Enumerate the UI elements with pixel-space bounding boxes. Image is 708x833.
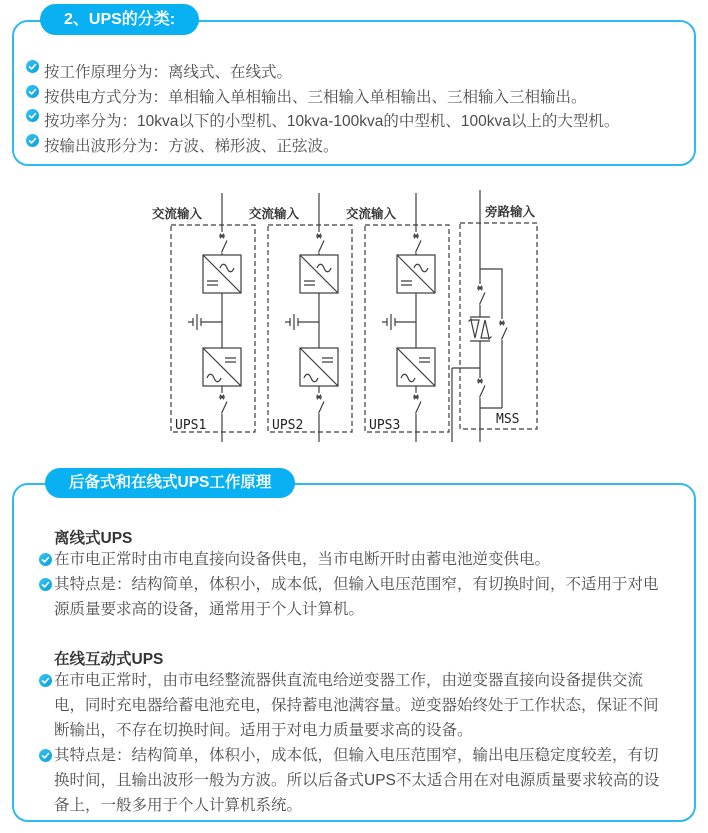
- ups2-unit: [268, 193, 352, 442]
- check-icon: [26, 134, 39, 147]
- ups3-label: UPS3: [369, 418, 401, 433]
- ac-input-label: 交流输入: [152, 207, 203, 221]
- check-icon: [39, 749, 52, 762]
- switch-icon: [477, 286, 485, 305]
- list-item-text: 按功率分为：10kva以下的小型机、10kva-100kva的中型机、100kva以上的大型机。: [44, 113, 620, 130]
- list-item: [39, 668, 679, 743]
- offline-ups-heading: 离线式UPS: [54, 530, 133, 547]
- thyristor-pair-icon: [469, 317, 492, 341]
- working-principle-title: 后备式和在线式UPS工作原理: [69, 474, 272, 491]
- switch-icon: [499, 321, 507, 340]
- check-icon: [39, 553, 52, 566]
- working-principle-title-pill: [45, 468, 295, 498]
- line-interactive-ups-list: [39, 668, 679, 818]
- list-item: [39, 743, 679, 818]
- mss-label: MSS: [496, 412, 520, 427]
- list-item: [26, 134, 686, 159]
- list-item-text: 按工作原理分为：离线式、在线式。: [44, 64, 293, 81]
- ups2-label: UPS2: [272, 418, 304, 433]
- ups1-unit: [171, 193, 255, 442]
- ac-input-label: 交流输入: [249, 207, 300, 221]
- check-icon: [26, 60, 39, 73]
- ups3-unit: [365, 193, 449, 442]
- list-item-text: 其特点是：结构简单，体积小，成本低，但输入电压范围窄，输出电压稳定度较差，有切换时间，且输出波形一般为方波。所以后备式UPS不太适合用在对电源质量要求较高的设备上，一般多用于个人计算机系统。: [54, 747, 660, 814]
- check-icon: [26, 85, 39, 98]
- classification-list: [26, 60, 686, 158]
- ups1-label: UPS1: [175, 418, 207, 433]
- classification-title: 2、UPS的分类:: [64, 11, 176, 28]
- list-item-text: 按输出波形分为：方波、梯形波、正弦波。: [44, 137, 339, 155]
- ac-input-label: 交流输入: [346, 207, 397, 221]
- list-item-text: 按供电方式分为：单相输入单相输出、三相输入单相输出、三相输入三相输出。: [44, 88, 587, 106]
- ups-topology-diagram: [144, 190, 554, 452]
- list-item-text: 其特点是：结构简单，体积小，成本低，但输入电压范围窄，有切换时间，不适用于对电源质量要求高的设备，通常用于个人计算机。: [54, 576, 659, 618]
- list-item: [39, 572, 679, 622]
- check-icon: [26, 109, 39, 122]
- check-icon: [39, 674, 52, 687]
- offline-ups-list: [39, 547, 679, 622]
- list-item: [39, 547, 679, 572]
- bypass-input-label: 旁路输入: [485, 205, 536, 219]
- check-icon: [39, 578, 52, 591]
- bypass-unit: [452, 190, 537, 442]
- line-interactive-ups-heading: 在线互动式UPS: [54, 651, 164, 668]
- list-item-text: 在市电正常时，由市电经整流器供直流电给逆变器工作，由逆变器直接向设备提供交流电，同时充电器给蓄电池充电，保持蓄电池满容量。逆变器始终处于工作状态，保证不间断输出，不存在切换时间。适用于对电力质量要求高的设备。: [54, 672, 659, 739]
- classification-title-pill: [40, 4, 199, 35]
- list-item: [26, 60, 686, 85]
- list-item-text: 在市电正常时由市电直接向设备供电，当市电断开时由蓄电池逆变供电。: [54, 551, 551, 568]
- switch-icon: [477, 379, 485, 398]
- list-item: [26, 85, 686, 110]
- list-item: [26, 109, 686, 134]
